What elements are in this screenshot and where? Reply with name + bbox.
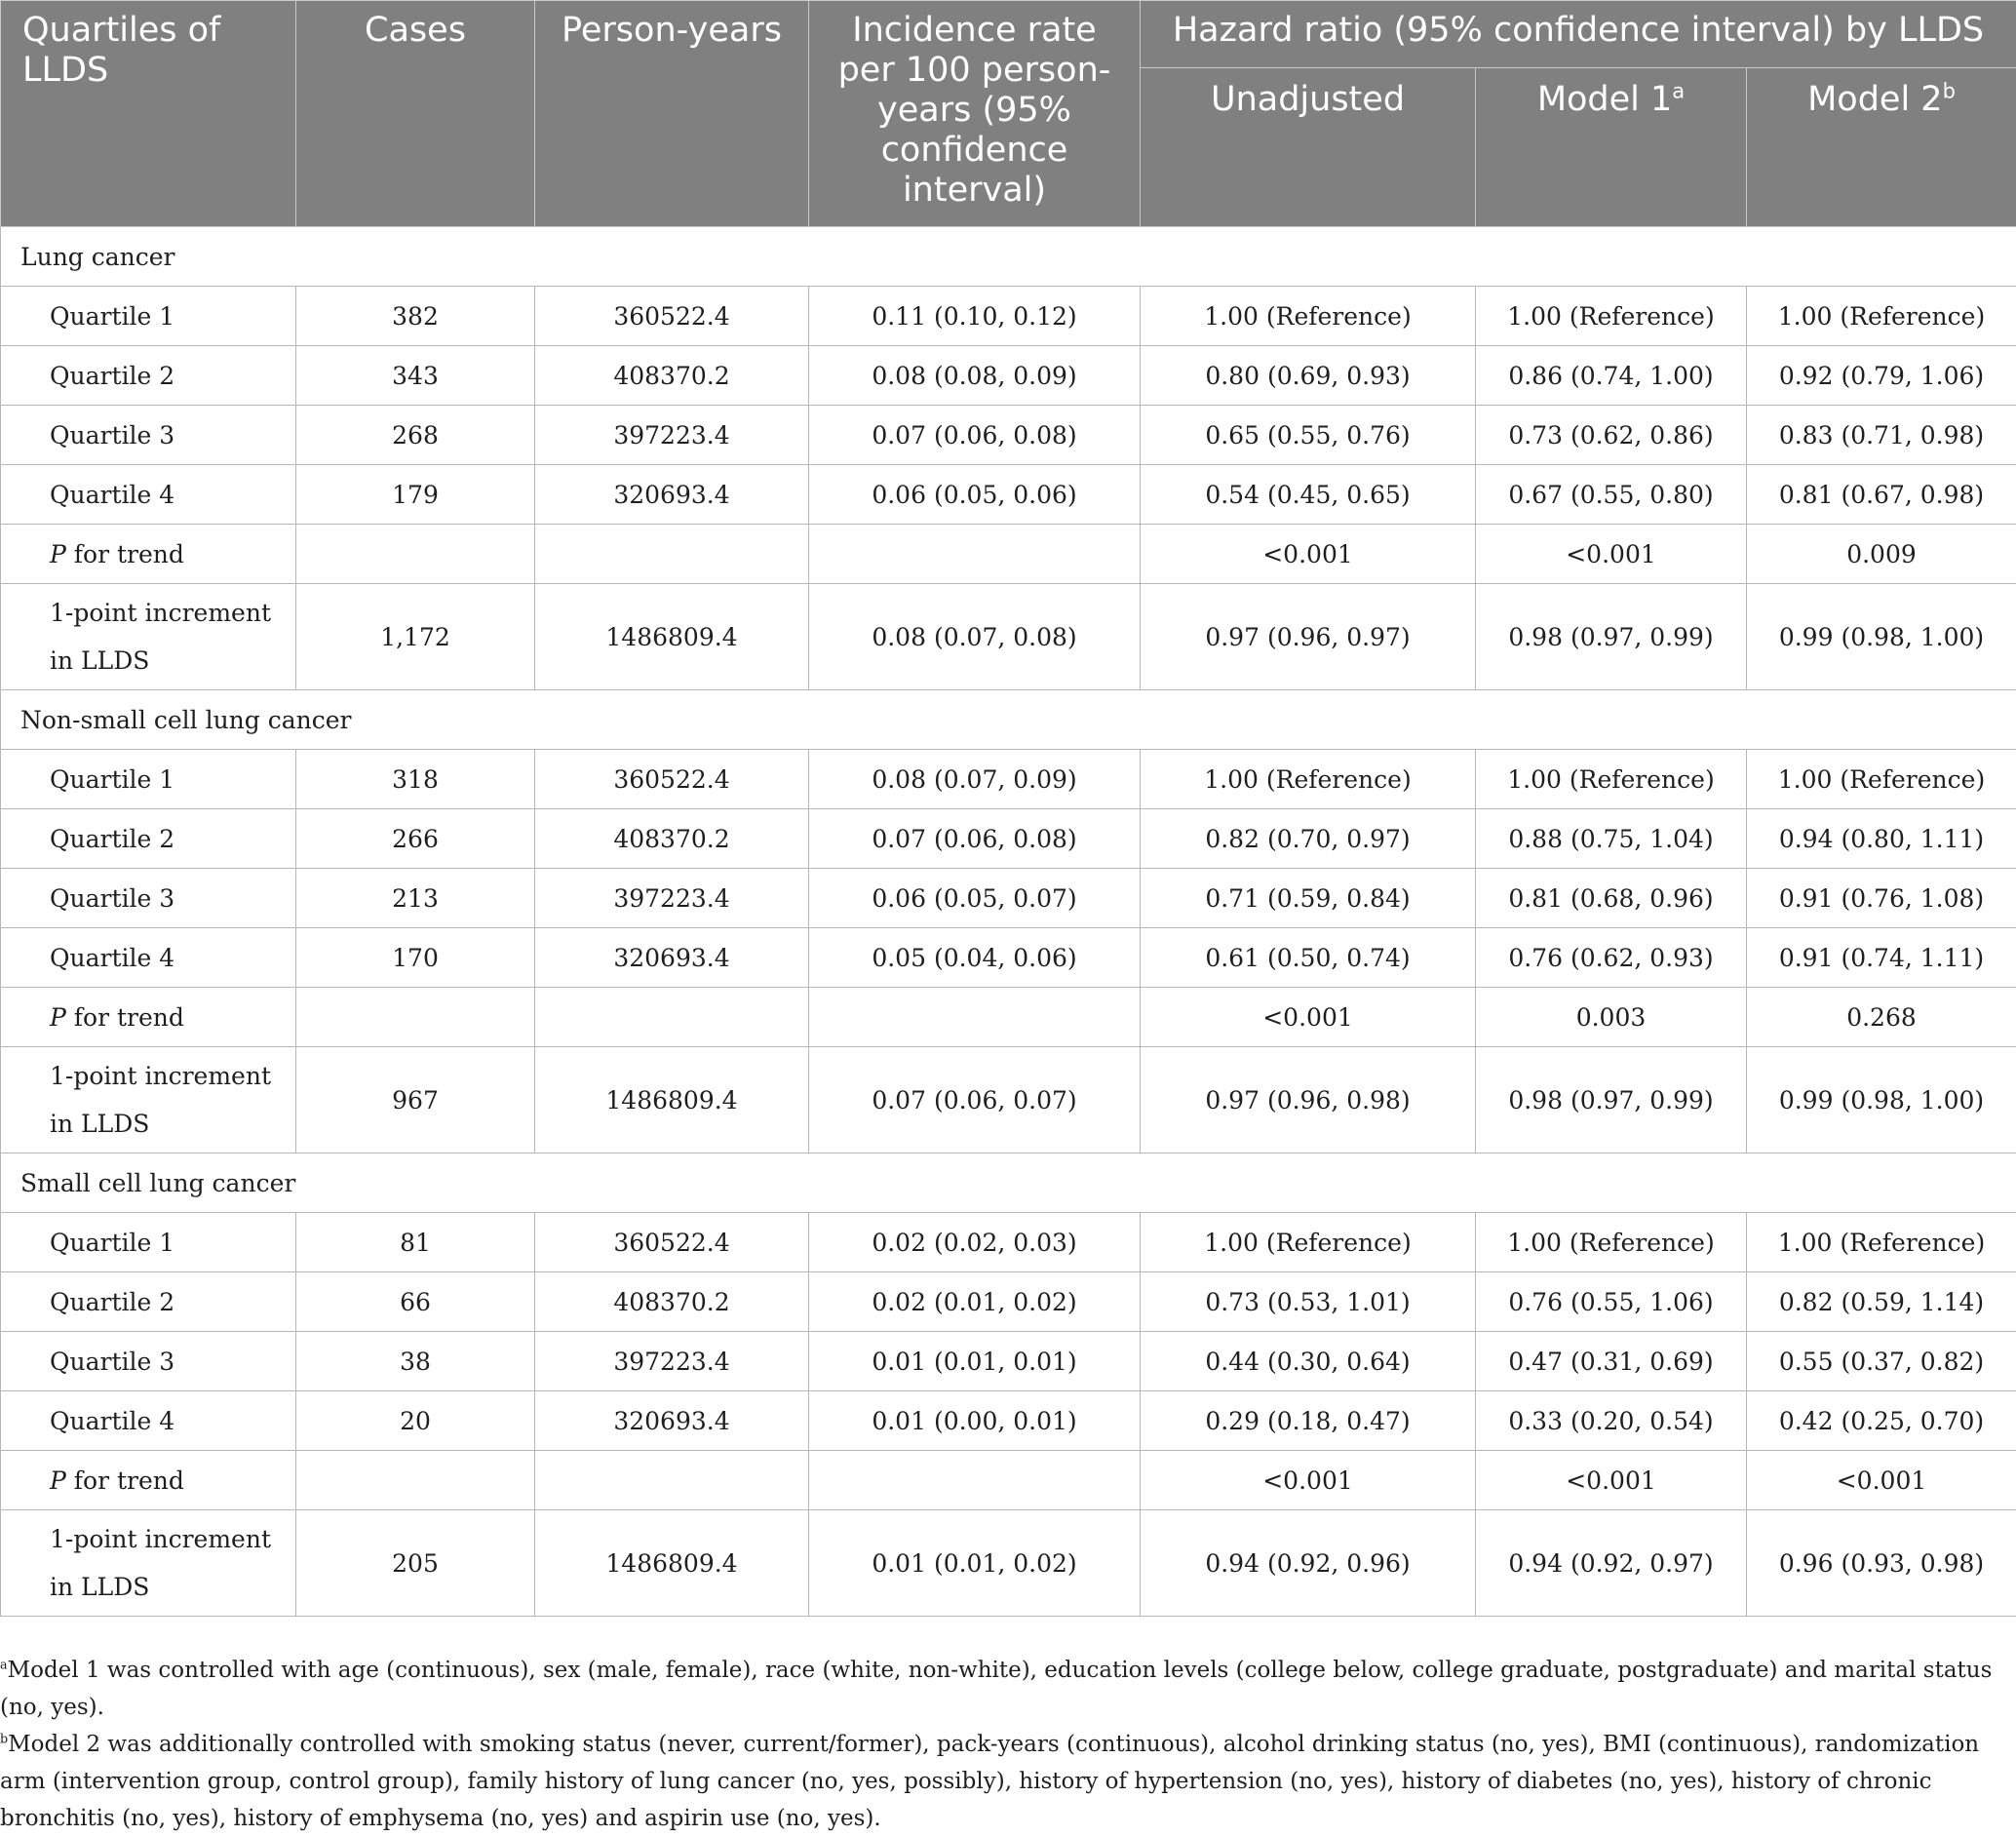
cell-cases: 20	[296, 1391, 535, 1451]
cell-person-years: 1486809.4	[535, 1047, 809, 1153]
table-header	[1, 1, 2016, 227]
header-incidence-rate: Incidence rate per 100 person-years (95% confidence interval)	[809, 1, 1141, 227]
cell-unadjusted-hr: <0.001	[1141, 988, 1476, 1047]
cell-incidence-rate: 0.11 (0.10, 0.12)	[809, 287, 1141, 346]
cell-unadjusted-hr: 0.97 (0.96, 0.98)	[1141, 1047, 1476, 1153]
p-trend-text: for trend	[66, 1003, 184, 1032]
row-label: Quartile 2	[1, 346, 296, 406]
section-title: Lung cancer	[1, 227, 2016, 287]
cell-unadjusted-hr: 0.61 (0.50, 0.74)	[1141, 928, 1476, 988]
p-italic: P	[50, 540, 66, 568]
row-label: Quartile 3	[1, 869, 296, 928]
cell-incidence-rate: 0.02 (0.02, 0.03)	[809, 1213, 1141, 1272]
cell-unadjusted-hr: 0.54 (0.45, 0.65)	[1141, 465, 1476, 525]
cell-unadjusted-hr: <0.001	[1141, 1451, 1476, 1510]
cell-model-2-hr: 0.91 (0.76, 1.08)	[1747, 869, 2016, 928]
table-row	[1, 869, 2016, 928]
section-row	[1, 1153, 2016, 1213]
row-label: Quartile 4	[1, 928, 296, 988]
cell-model-2-hr: 1.00 (Reference)	[1747, 750, 2016, 809]
table-body	[1, 227, 2016, 1617]
header-model-1-footnote-mark: a	[1672, 79, 1685, 102]
cell-cases: 205	[296, 1510, 535, 1617]
cell-incidence-rate: 0.01 (0.00, 0.01)	[809, 1391, 1141, 1451]
cell-model-1-hr: 0.94 (0.92, 0.97)	[1476, 1510, 1747, 1617]
cell-incidence-rate: 0.07 (0.06, 0.07)	[809, 1047, 1141, 1153]
row-label: Quartile 3	[1, 1332, 296, 1391]
cell-model-2-hr: 0.83 (0.71, 0.98)	[1747, 406, 2016, 465]
cell-unadjusted-hr: 0.73 (0.53, 1.01)	[1141, 1272, 1476, 1332]
increment-row	[1, 1047, 2016, 1153]
row-label	[1, 1451, 296, 1510]
cell-model-1-hr: 0.98 (0.97, 0.99)	[1476, 584, 1747, 690]
row-label: Quartile 4	[1, 465, 296, 525]
cell-model-1-hr: 1.00 (Reference)	[1476, 287, 1747, 346]
cell-incidence-rate: 0.05 (0.04, 0.06)	[809, 928, 1141, 988]
cell-model-1-hr: 0.86 (0.74, 1.00)	[1476, 346, 1747, 406]
cell-unadjusted-hr: 0.80 (0.69, 0.93)	[1141, 346, 1476, 406]
increment-label-line1: 1-point increment	[50, 589, 290, 637]
row-label: Quartile 1	[1, 750, 296, 809]
cell-model-2-hr: 0.82 (0.59, 1.14)	[1747, 1272, 2016, 1332]
cell-model-1-hr: <0.001	[1476, 525, 1747, 584]
table-row	[1, 1332, 2016, 1391]
cell-model-1-hr: 0.47 (0.31, 0.69)	[1476, 1332, 1747, 1391]
cell-incidence-rate: 0.01 (0.01, 0.02)	[809, 1510, 1141, 1617]
section-title: Small cell lung cancer	[1, 1153, 2016, 1213]
p-trend-text: for trend	[66, 1466, 184, 1495]
cell-unadjusted-hr: 0.94 (0.92, 0.96)	[1141, 1510, 1476, 1617]
row-label	[1, 525, 296, 584]
row-label: Quartile 1	[1, 1213, 296, 1272]
cell-model-2-hr: 0.81 (0.67, 0.98)	[1747, 465, 2016, 525]
cell-incidence-rate: 0.06 (0.05, 0.07)	[809, 869, 1141, 928]
p-trend-row	[1, 988, 2016, 1047]
cell-incidence-rate: 0.08 (0.07, 0.09)	[809, 750, 1141, 809]
section-title: Non-small cell lung cancer	[1, 690, 2016, 750]
increment-label-line2: in LLDS	[50, 637, 290, 684]
cell-person-years: 1486809.4	[535, 584, 809, 690]
cell-model-2-hr: 0.009	[1747, 525, 2016, 584]
row-label: Quartile 4	[1, 1391, 296, 1451]
cell-cases	[296, 1451, 535, 1510]
cell-model-2-hr: 0.99 (0.98, 1.00)	[1747, 1047, 2016, 1153]
section-row	[1, 690, 2016, 750]
table-row	[1, 346, 2016, 406]
header-model-1	[1476, 68, 1747, 227]
cell-cases	[296, 525, 535, 584]
cell-incidence-rate: 0.07 (0.06, 0.08)	[809, 809, 1141, 869]
cell-model-2-hr: 0.268	[1747, 988, 2016, 1047]
table-row	[1, 406, 2016, 465]
header-unadjusted: Unadjusted	[1141, 68, 1476, 227]
cell-model-2-hr: 0.91 (0.74, 1.11)	[1747, 928, 2016, 988]
header-hazard-ratio-group: Hazard ratio (95% confidence interval) by LLDS	[1141, 1, 2016, 68]
cell-incidence-rate: 0.01 (0.01, 0.01)	[809, 1332, 1141, 1391]
cell-model-1-hr: 1.00 (Reference)	[1476, 750, 1747, 809]
cell-cases: 967	[296, 1047, 535, 1153]
cell-unadjusted-hr: 0.71 (0.59, 0.84)	[1141, 869, 1476, 928]
cell-incidence-rate: 0.07 (0.06, 0.08)	[809, 406, 1141, 465]
cell-model-1-hr: 0.003	[1476, 988, 1747, 1047]
cell-incidence-rate	[809, 525, 1141, 584]
cell-model-2-hr: 0.99 (0.98, 1.00)	[1747, 584, 2016, 690]
row-label: Quartile 3	[1, 406, 296, 465]
cell-cases	[296, 988, 535, 1047]
footnote-a	[0, 1652, 2008, 1726]
row-label	[1, 1510, 296, 1617]
header-quartiles: Quartiles of LLDS	[1, 1, 296, 227]
cell-unadjusted-hr: 0.29 (0.18, 0.47)	[1141, 1391, 1476, 1451]
p-trend-row	[1, 1451, 2016, 1510]
cell-model-1-hr: 0.88 (0.75, 1.04)	[1476, 809, 1747, 869]
cell-model-2-hr: <0.001	[1747, 1451, 2016, 1510]
cell-model-2-hr: 0.96 (0.93, 0.98)	[1747, 1510, 2016, 1617]
cell-person-years: 1486809.4	[535, 1510, 809, 1617]
cell-incidence-rate: 0.06 (0.05, 0.06)	[809, 465, 1141, 525]
cell-model-1-hr: 0.33 (0.20, 0.54)	[1476, 1391, 1747, 1451]
cell-model-1-hr: 0.98 (0.97, 0.99)	[1476, 1047, 1747, 1153]
cell-person-years: 397223.4	[535, 869, 809, 928]
header-model-2	[1747, 68, 2016, 227]
row-label: Quartile 2	[1, 1272, 296, 1332]
increment-label-line2: in LLDS	[50, 1100, 290, 1148]
cell-incidence-rate: 0.08 (0.07, 0.08)	[809, 584, 1141, 690]
increment-label-line2: in LLDS	[50, 1563, 290, 1611]
cell-model-1-hr: 1.00 (Reference)	[1476, 1213, 1747, 1272]
cell-cases: 343	[296, 346, 535, 406]
cell-model-1-hr: 0.73 (0.62, 0.86)	[1476, 406, 1747, 465]
cell-person-years	[535, 525, 809, 584]
cell-model-2-hr: 0.94 (0.80, 1.11)	[1747, 809, 2016, 869]
cell-incidence-rate: 0.08 (0.08, 0.09)	[809, 346, 1141, 406]
cell-model-2-hr: 1.00 (Reference)	[1747, 1213, 2016, 1272]
cell-unadjusted-hr: 0.82 (0.70, 0.97)	[1141, 809, 1476, 869]
header-model-2-footnote-mark: b	[1943, 79, 1956, 102]
cell-unadjusted-hr: <0.001	[1141, 525, 1476, 584]
increment-row	[1, 1510, 2016, 1617]
row-label	[1, 988, 296, 1047]
cell-cases: 170	[296, 928, 535, 988]
table-row	[1, 1391, 2016, 1451]
cell-person-years: 360522.4	[535, 287, 809, 346]
cell-cases: 81	[296, 1213, 535, 1272]
p-trend-row	[1, 525, 2016, 584]
increment-label-line1: 1-point increment	[50, 1515, 290, 1563]
table-row	[1, 809, 2016, 869]
cell-cases: 318	[296, 750, 535, 809]
row-label: Quartile 2	[1, 809, 296, 869]
cell-cases: 38	[296, 1332, 535, 1391]
cell-person-years: 408370.2	[535, 809, 809, 869]
p-italic: P	[50, 1003, 66, 1032]
header-model-2-label: Model 2	[1807, 80, 1942, 119]
increment-label-line1: 1-point increment	[50, 1052, 290, 1100]
cell-cases: 213	[296, 869, 535, 928]
section-row	[1, 227, 2016, 287]
cell-person-years: 397223.4	[535, 406, 809, 465]
cell-person-years	[535, 1451, 809, 1510]
cell-cases: 179	[296, 465, 535, 525]
cell-model-1-hr: 0.76 (0.62, 0.93)	[1476, 928, 1747, 988]
cell-person-years	[535, 988, 809, 1047]
cell-person-years: 408370.2	[535, 346, 809, 406]
cell-model-1-hr: 0.67 (0.55, 0.80)	[1476, 465, 1747, 525]
cell-person-years: 360522.4	[535, 750, 809, 809]
footnote-b-text: Model 2 was additionally controlled with smoking status (never, current/former), pack-years (continuous), alcohol drinking status (no, yes), BMI (continuous), randomization arm (intervention group, control group), family history of lung cancer (no, yes, possibly), history of hypertension (no, yes), history of diabetes (no, yes), history of chronic bronchitis (no, yes), history of emphysema (no, yes) and aspirin use (no, yes).	[0, 1732, 1979, 1831]
cell-incidence-rate	[809, 988, 1141, 1047]
cell-unadjusted-hr: 0.65 (0.55, 0.76)	[1141, 406, 1476, 465]
increment-row	[1, 584, 2016, 690]
table-footnotes	[0, 1652, 2008, 1837]
cell-cases: 382	[296, 287, 535, 346]
footnote-b-mark: b	[0, 1731, 8, 1745]
p-trend-text: for trend	[66, 540, 184, 568]
cell-model-2-hr: 0.55 (0.37, 0.82)	[1747, 1332, 2016, 1391]
header-person-years: Person-years	[535, 1, 809, 227]
table-row	[1, 750, 2016, 809]
cell-cases: 1,172	[296, 584, 535, 690]
footnote-b	[0, 1726, 2008, 1837]
cell-person-years: 320693.4	[535, 928, 809, 988]
cell-person-years: 397223.4	[535, 1332, 809, 1391]
cell-model-2-hr: 0.42 (0.25, 0.70)	[1747, 1391, 2016, 1451]
cell-person-years: 320693.4	[535, 465, 809, 525]
cell-model-2-hr: 0.92 (0.79, 1.06)	[1747, 346, 2016, 406]
row-label: Quartile 1	[1, 287, 296, 346]
cell-person-years: 320693.4	[535, 1391, 809, 1451]
footnote-a-text: Model 1 was controlled with age (continuous), sex (male, female), race (white, non-white), education levels (college below, college graduate, postgraduate) and marital status (no, yes).	[0, 1658, 1992, 1720]
cell-model-2-hr: 1.00 (Reference)	[1747, 287, 2016, 346]
cell-model-1-hr: 0.81 (0.68, 0.96)	[1476, 869, 1747, 928]
cell-unadjusted-hr: 1.00 (Reference)	[1141, 750, 1476, 809]
cell-unadjusted-hr: 1.00 (Reference)	[1141, 1213, 1476, 1272]
cell-unadjusted-hr: 1.00 (Reference)	[1141, 287, 1476, 346]
table-row	[1, 928, 2016, 988]
footnote-a-mark: a	[0, 1657, 8, 1671]
header-model-1-label: Model 1	[1537, 80, 1672, 119]
p-italic: P	[50, 1466, 66, 1495]
cell-model-1-hr: <0.001	[1476, 1451, 1747, 1510]
table-row	[1, 465, 2016, 525]
cell-incidence-rate: 0.02 (0.01, 0.02)	[809, 1272, 1141, 1332]
cell-person-years: 360522.4	[535, 1213, 809, 1272]
cell-cases: 66	[296, 1272, 535, 1332]
cell-cases: 268	[296, 406, 535, 465]
header-cases: Cases	[296, 1, 535, 227]
table-row	[1, 1272, 2016, 1332]
cell-unadjusted-hr: 0.44 (0.30, 0.64)	[1141, 1332, 1476, 1391]
table-row	[1, 1213, 2016, 1272]
cell-model-1-hr: 0.76 (0.55, 1.06)	[1476, 1272, 1747, 1332]
cell-incidence-rate	[809, 1451, 1141, 1510]
cell-person-years: 408370.2	[535, 1272, 809, 1332]
cell-cases: 266	[296, 809, 535, 869]
cell-unadjusted-hr: 0.97 (0.96, 0.97)	[1141, 584, 1476, 690]
table-row	[1, 287, 2016, 346]
row-label	[1, 584, 296, 690]
row-label	[1, 1047, 296, 1153]
